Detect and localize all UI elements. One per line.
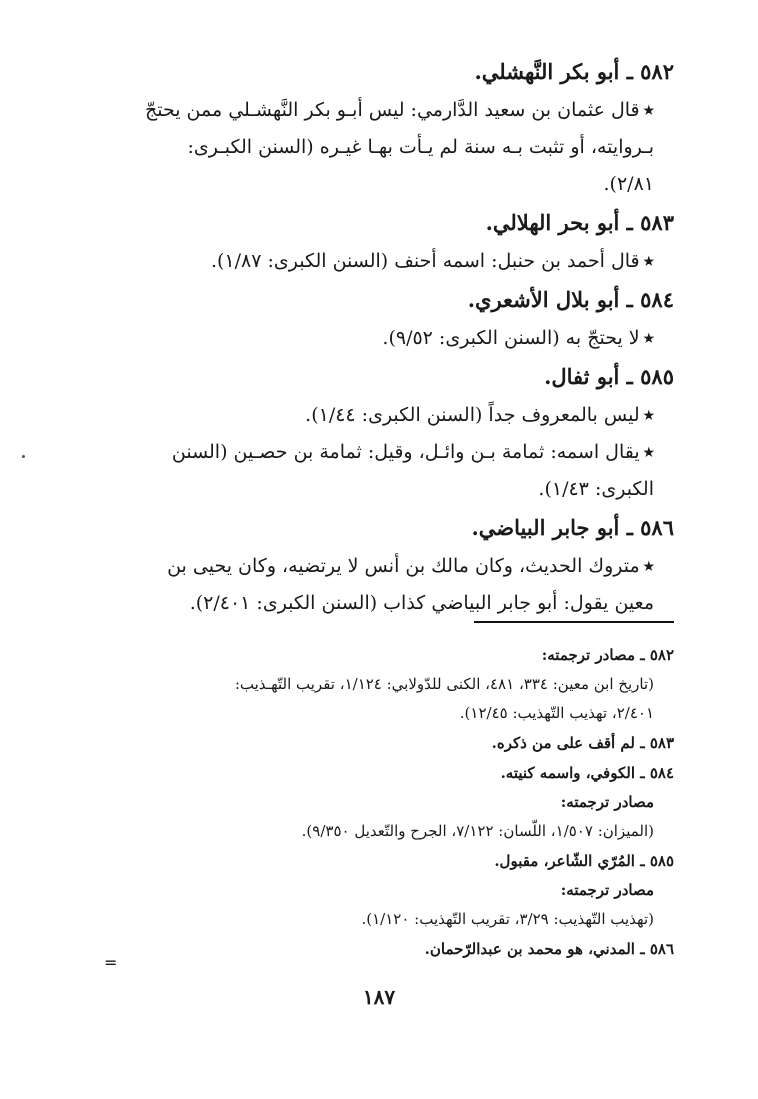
bullet-icon: ٭ (643, 441, 654, 463)
bullet-icon: ٭ (643, 99, 654, 121)
entry-line (74, 243, 654, 280)
entry-title: ٥٨٣ ـ أبو بحر الهلالي. (485, 210, 674, 235)
continuation-mark: = (104, 953, 118, 972)
main-text (74, 52, 674, 622)
footnote-line: ٢/٤٠١، تهذيب التّهذيب: ١٢/٤٥). (459, 704, 654, 722)
entry-line-text: بـروايته، أو تثبت بـه سنة لم يـأت بهـا غيـره (السنن الكبـرى: (187, 136, 654, 158)
entry-title: ٥٨٢ ـ أبو بكر النَّهشلي. (474, 59, 674, 84)
entry-line (74, 320, 654, 357)
entry-584 (74, 280, 674, 357)
entry-line (74, 92, 654, 129)
bullet-icon: ٭ (643, 404, 654, 426)
footnotes (74, 640, 674, 964)
footnote-line: (تاريخ ابن معين: ٣٣٤، ٤٨١، الكنى للدّولابي: ١/١٢٤، تقريب التّهـذيب: (234, 675, 654, 693)
entry-line-text: يقال اسمه: ثمامة بـن وائـل، وقيل: ثمامة بن حصـين (السنن (171, 441, 640, 463)
entry-line-text: لا يحتجّ به (السنن الكبرى: ٩/٥٢). (382, 327, 640, 349)
entry-line-text: متروك الحديث، وكان مالك بن أنس لا يرتضيه، وكان يحيى بن (167, 555, 640, 577)
entry-586 (74, 508, 674, 622)
footnote-line: (تهذيب التّهذيب: ٣/٢٩، تقريب التّهذيب: ١/١٢٠). (361, 910, 654, 928)
footnote-heading: ٥٨٦ ـ المدني، هو محمد بن عبدالرّحمان. (424, 940, 674, 958)
entry-line-text: الكبرى: ١/٤٣). (538, 478, 654, 500)
entry-title: ٥٨٥ ـ أبو ثفال. (544, 364, 674, 389)
footnote-subheading: مصادر ترجمته: (560, 793, 654, 811)
footnote-heading: ٥٨٥ ـ المُرّي الشّاعر، مقبول. (494, 852, 674, 870)
entry-line (74, 585, 654, 622)
footnote-subheading: مصادر ترجمته: (560, 881, 654, 899)
bullet-icon: ٭ (643, 555, 654, 577)
entry-585 (74, 357, 674, 508)
entry-line (74, 434, 654, 471)
entry-line-text: ٢/٨١). (603, 173, 654, 195)
entry-line-text: قال عثمان بن سعيد الدَّارمي: ليس أبـو بكر النَّهشـلي ممن يحتجّ (144, 99, 640, 121)
bullet-icon: ٭ (643, 250, 654, 272)
margin-dot (22, 455, 25, 458)
footnote-line: (الميزان: ١/٥٠٧، اللّسان: ٧/١٢٢، الجرح والتّعديل ٩/٣٥٠). (301, 822, 654, 840)
entry-line (74, 548, 654, 585)
footnote-heading: ٥٨٢ ـ مصادر ترجمته: (541, 646, 674, 664)
bullet-icon: ٭ (643, 327, 654, 349)
entry-title: ٥٨٦ ـ أبو جابر البياضي. (471, 515, 674, 540)
entry-line-text: قال أحمد بن حنبل: اسمه أحنف (السنن الكبرى: ١/٨٧). (210, 250, 640, 272)
entry-line (74, 397, 654, 434)
footnote-heading: ٥٨٣ ـ لم أقف على من ذكره. (491, 734, 674, 752)
entry-line-text: ليس بالمعروف جداً (السنن الكبرى: ١/٤٤). (305, 404, 640, 426)
entry-line-text: معين يقول: أبو جابر البياضي كذاب (السنن الكبرى: ٢/٤٠١). (189, 592, 654, 614)
footnote-separator (474, 621, 674, 623)
entry-line (74, 129, 654, 166)
entry-line (74, 471, 654, 508)
page-number: ١٨٧ (362, 985, 396, 1009)
entry-582 (74, 52, 674, 203)
entry-line (74, 166, 654, 203)
entry-title: ٥٨٤ ـ أبو بلال الأشعري. (467, 287, 674, 312)
entry-583 (74, 203, 674, 280)
footnote-heading: ٥٨٤ ـ الكوفي، واسمه كنيته. (500, 764, 674, 782)
